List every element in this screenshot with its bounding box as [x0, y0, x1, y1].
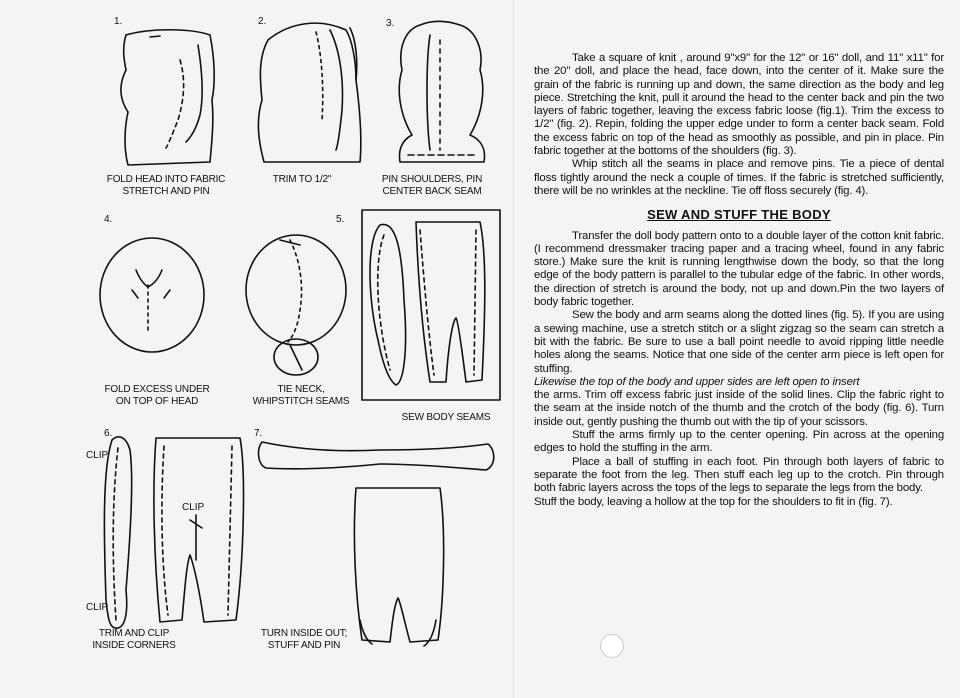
fig4-number: 4.	[104, 214, 113, 225]
paragraph-6: Place a ball of stuffing in each foot. Pin through both layers of fabric to separate the foot from the leg. Then stuff each leg up to the crotch. Pin through both fabric layers across the tops of the legs to separate the legs from the body.	[534, 455, 944, 495]
fig7-caption: TURN INSIDE OUT; STUFF AND PIN	[260, 628, 348, 651]
fig1-caption: FOLD HEAD INTO FABRIC STRETCH AND PIN	[106, 174, 226, 197]
clip-label-middle: CLIP	[182, 502, 205, 513]
instruction-text	[534, 52, 944, 509]
fig6-number: 6.	[104, 428, 113, 439]
fig3-caption: PIN SHOULDERS, PIN CENTER BACK SEAM	[381, 174, 483, 197]
paragraph-7: Stuff the body, leaving a hollow at the top for the shoulders to fit in (fig. 7).	[534, 495, 893, 508]
clip-label-top: CLIP	[86, 450, 109, 461]
clip-label-bottom: CLIP	[86, 602, 109, 613]
fig4b-caption: TIE NECK, WHIPSTITCH SEAMS	[252, 384, 350, 407]
paragraph-5: Stuff the arms firmly up to the center opening. Pin across at the opening edges to hold the stuffing in the arm.	[534, 429, 944, 455]
fig6-caption: TRIM AND CLIP INSIDE CORNERS	[92, 628, 176, 651]
fig6-drawing	[104, 437, 243, 628]
fig3-drawing	[399, 21, 484, 162]
fig2-caption: TRIM TO 1/2"	[272, 174, 332, 185]
fig2-number: 2.	[258, 16, 267, 27]
paragraph-3: Transfer the doll body pattern onto to a double layer of the cotton knit fabric.(I recommend dressmaker tracing paper and a tracing wheel, found in any fabric store.) Make sure the knit is running lengthwise down the body, so that the long edge of the body pattern is parallel to the tubular edge of the fabric. In other words, the direction of stretch is around the body, not up and down.Pin the two layers of body fabric together.	[534, 229, 944, 309]
section-heading: SEW AND STUFF THE BODY	[647, 207, 831, 223]
fig4-drawing	[100, 238, 204, 352]
fig7-number: 7.	[254, 428, 263, 439]
paragraph-4-continued: the arms. Trim off excess fabric just inside of the solid lines. Clip the fabric right to the seam at the inside notch of the thumb and the crotch of the body (fig. 6). Turn inside out, gently pushing the thumb out with the tip of your scissors.	[534, 389, 944, 428]
fig5-number: 5.	[336, 214, 345, 225]
paragraph-1: Take a square of knit , around 9"x9" for the 12" or 16" doll, and 11" x11" for the 20" doll, and place the head, face down, into the center of it. Make sure the grain of the fabric is running up and down, the same direction as the body and leg piece. Stretching the knit, pull it around the head to the center back and pin the two layers of fabric together, leaving the excess fabric loose (fig.1). Trim the excess to 1/2" (fig. 2). Repin, folding the upper edge under to form a center back seam. Fold the excess fabric on top of the head as smoothly as possible, and pin in place. Pin fabric together at the bottoms of the shoulders (fig. 3).	[534, 52, 944, 158]
paragraph-4-italic: Likewise the top of the body and upper sides are left open to insert	[534, 375, 860, 388]
fig2-drawing	[258, 23, 360, 162]
fig5-drawing	[362, 210, 500, 400]
fig1-number: 1.	[114, 16, 123, 27]
fig4b-drawing	[246, 235, 346, 375]
fig5-caption: SEW BODY SEAMS	[401, 412, 491, 423]
fig7-drawing	[259, 442, 494, 646]
punch-hole	[600, 634, 624, 658]
fig4-caption: FOLD EXCESS UNDER ON TOP OF HEAD	[104, 384, 210, 407]
paragraph-4: Sew the body and arm seams along the dotted lines (fig. 5). If you are using a sewing machine, use a stretch stitch or a slight zigzag so the seam can stretch a bit with the fabric. Be sure to use a ball point needle to avoid ripping little needle holes along the seams. Notice that one side of the center arm piece is left open for stuffing.	[534, 309, 944, 375]
fig3-number: 3.	[386, 18, 395, 29]
fig1-drawing	[121, 30, 214, 165]
paragraph-2: Whip stitch all the seams in place and remove pins. Tie a piece of dental floss tightly around the neck a couple of times. If the fabric is stretched sufficiently, there will be no wrinkles at the neckline. Tie off floss securely (fig. 4).	[534, 158, 944, 197]
